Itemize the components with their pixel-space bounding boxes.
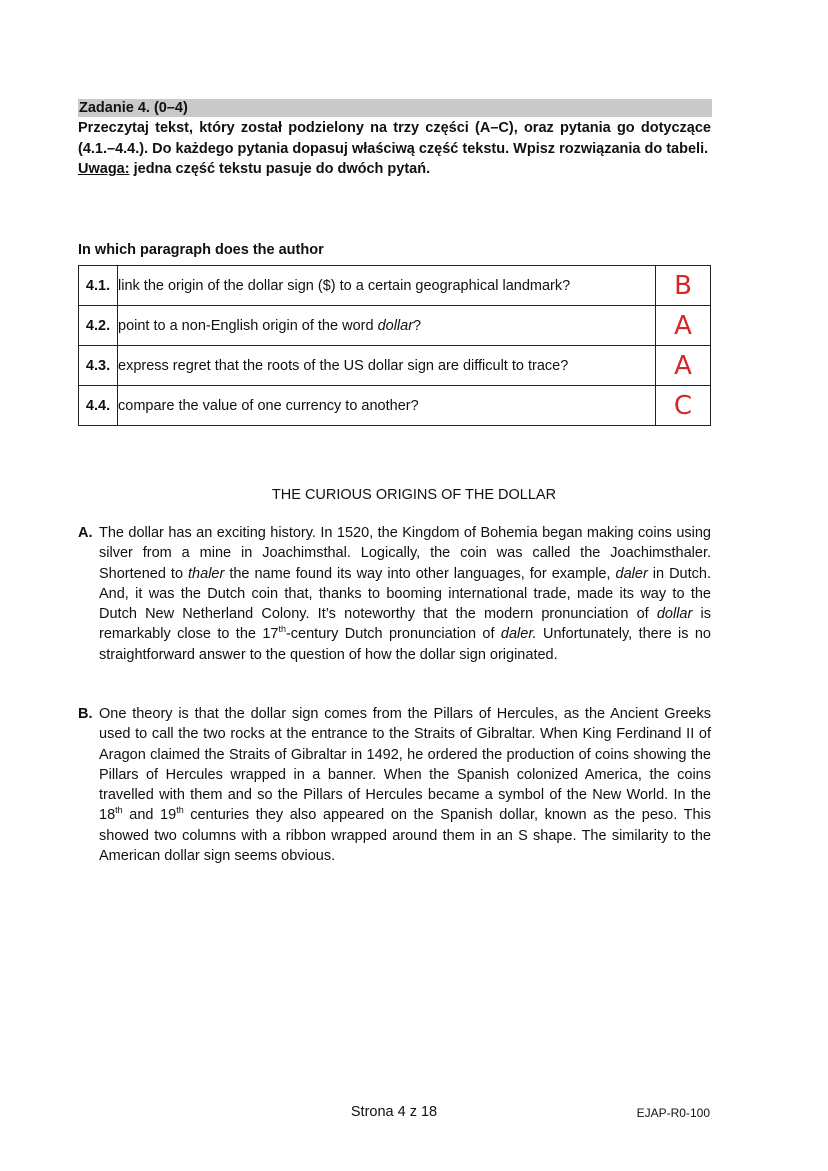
table-row — [79, 346, 711, 386]
question-text: compare the value of one currency to another? — [118, 386, 656, 426]
table-row — [79, 306, 711, 346]
table-row — [79, 266, 711, 306]
task-instructions — [78, 118, 711, 180]
task-header: Zadanie 4. (0–4) — [78, 99, 712, 117]
answer-cell[interactable]: A — [656, 306, 711, 346]
question-intro: In which paragraph does the author — [78, 242, 324, 258]
answer-cell[interactable]: C — [656, 386, 711, 426]
article-title: THE CURIOUS ORIGINS OF THE DOLLAR — [271, 487, 557, 503]
question-text: link the origin of the dollar sign ($) to a certain geographical landmark? — [118, 266, 656, 306]
paragraph-letter: A. — [78, 525, 93, 541]
questions-table — [78, 265, 711, 426]
question-text: express regret that the roots of the US dollar sign are difficult to trace? — [118, 346, 656, 386]
note-label: Uwaga: — [78, 161, 130, 177]
answer-cell[interactable]: A — [656, 346, 711, 386]
table-row — [79, 386, 711, 426]
paragraph-letter: B. — [78, 706, 93, 722]
paragraph-b — [78, 704, 711, 866]
paragraph-a — [78, 523, 711, 665]
note-text: jedna część tekstu pasuje do dwóch pytań. — [129, 161, 431, 177]
question-number: 4.1. — [79, 266, 118, 306]
paragraph-body: One theory is that the dollar sign comes from the Pillars of Hercules, as the Ancient Greeks used to call the two rocks at the entrance to the Straits of Gibraltar. When King Ferdinand II of Aragon claimed the Straits of Gibraltar in 1492, he ordered the production of coins showing the Pillars of Hercules wrapped in a banner. When the Spanish colonized America, the coins travelled with them and so the Pillars of Hercules became a symbol of the New World. In the 18th and 19th centuries they also appeared on the Spanish dollar, known as the peso. This showed two columns with a ribbon wrapped around them in an S shape. The similarity to the American dollar sign seems obvious. — [99, 706, 711, 865]
note — [78, 159, 711, 180]
answer-cell[interactable]: B — [656, 266, 711, 306]
question-text: point to a non-English origin of the word dollar? — [118, 306, 656, 346]
page-number: Strona 4 z 18 — [350, 1104, 438, 1120]
question-number: 4.3. — [79, 346, 118, 386]
exam-code: EJAP-R0-100 — [636, 1106, 710, 1120]
paragraph-body: The dollar has an exciting history. In 1520, the Kingdom of Bohemia began making coins using silver from a mine in Joachimsthal. Logically, the coin was called the Joachimsthaler. Shortened to thaler the name found its way into other languages, for example, daler in Dutch. And, it was the Dutch coin that, thanks to booming international trade, made its way to the Dutch New Netherland Colony. It’s noteworthy that the modern pronunciation of dollar is remarkably close to the 17th-century Dutch pronunciation of daler. Unfortunately, there is no straightforward answer to the question of how the dollar sign originated. — [99, 525, 711, 663]
question-number: 4.2. — [79, 306, 118, 346]
question-number: 4.4. — [79, 386, 118, 426]
instructions-text: Przeczytaj tekst, który został podzielony na trzy części (A–C), oraz pytania go dotyczące (4.1.–4.4.). Do każdego pytania dopasuj właściwą część tekstu. Wpisz rozwiązania do tabeli. — [78, 120, 711, 157]
